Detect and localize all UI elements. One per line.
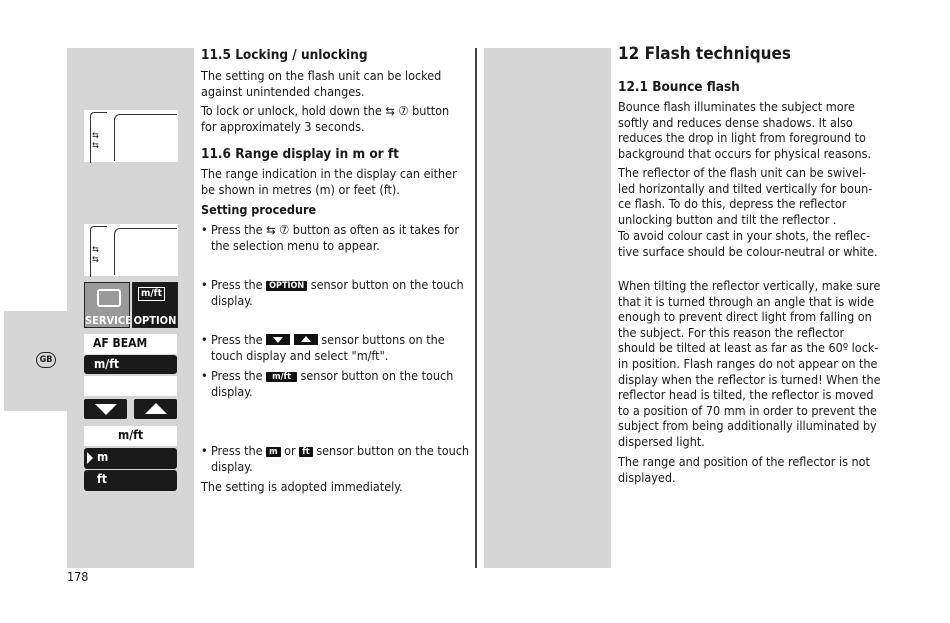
bounce-para-3: To avoid colour cast in your shots, the reflec-tive surface should be colour-neutral or white. [618,228,878,259]
arrow-up-icon [145,403,167,414]
m-ft-chip: m/ft [266,372,297,382]
service-wrench-icon [97,289,121,307]
selection-pointer-icon [87,452,93,464]
option-button [132,282,178,328]
chapter-title: 12 Flash techniques [618,44,792,64]
bounce-para-5: The range and position of the reflector is not displayed. [618,454,870,485]
section-11-6-title: 11.6 Range display in m or ft [201,146,399,162]
section-12-1-title: 12.1 Bounce flash [618,79,740,95]
mode-button-symbol: ⇆ ⑦ [266,222,290,237]
menu-title-m-ft: m/ft [84,426,177,446]
ft-chip: ft [299,447,312,457]
section-11-6-para-1: The range indication in the display can either be shown in metres (m) or feet (ft). [201,166,457,197]
lock-button-symbol: ⇆ ⑦ [385,103,409,118]
bounce-para-1: Bounce flash illuminates the subject more softly and reduces dense shadows. It also reduces the drop in light from foreground to background that occurs for physical reasons. [618,99,872,161]
arrow-down-button [84,399,127,419]
arrow-down-icon [273,337,283,343]
menu-empty-row [84,376,177,396]
menu-item-m-ft: m/ft [84,355,177,374]
section-11-5-para-1: The setting on the flash unit can be locked against unintended changes. [201,68,442,99]
flash-unit-illustration [84,224,178,276]
right-margin-strip [484,48,611,568]
down-chip [266,334,290,345]
service-label: SERVICE [85,314,132,327]
arrow-down-icon [95,404,117,415]
service-button [84,282,130,328]
option-icon: m/ft [138,287,165,301]
button-icon: ⇆ [92,131,99,141]
section-11-5-para-2: To lock or unlock, hold down the ⇆ ⑦ button for approximately 3 seconds. [201,103,450,134]
arrow-up-button [134,399,177,419]
menu-item-m [84,448,177,469]
menu-item-af-beam: AF BEAM [84,334,177,354]
option-chip: OPTION [266,281,307,291]
column-divider [475,48,477,568]
button-icon: ⇆ [92,245,99,255]
flash-unit-illustration [84,110,178,162]
up-chip [294,334,318,345]
final-note: The setting is adopted immediately. [201,479,403,494]
menu-item-ft: ft [84,470,177,491]
button-icon: ⇆ [92,141,99,151]
section-11-5-title: 11.5 Locking / unlocking [201,47,368,63]
bounce-para-2: The reflector of the flash unit can be swivel-led horizontally and tilted vertically for boun-ce flash. To do this, depress the reflector unlocking button and tilt the reflector . [618,165,873,227]
menu-item-m-label: m [97,450,109,464]
page-number: 178 [67,569,89,584]
option-label: OPTION [133,314,177,327]
button-icon: ⇆ [92,255,99,265]
language-badge: GB [36,352,56,368]
m-chip: m [266,447,280,457]
bounce-para-4: When tilting the reflector vertically, make sure that it is turned through an angle that is wide enough to prevent direct light from falling on the subject. For this reason the reflector should be tilted at least as far as the 60º lock-in position. Flash ranges do not appear on the display when the reflector is turned! When the reflector head is tilted, the reflector is moved to a position of 70 mm in order to prevent the subject from being additionally illuminated by dispersed light. [618,278,881,449]
procedure-title: Setting procedure [201,202,317,217]
arrow-up-icon [301,336,311,342]
